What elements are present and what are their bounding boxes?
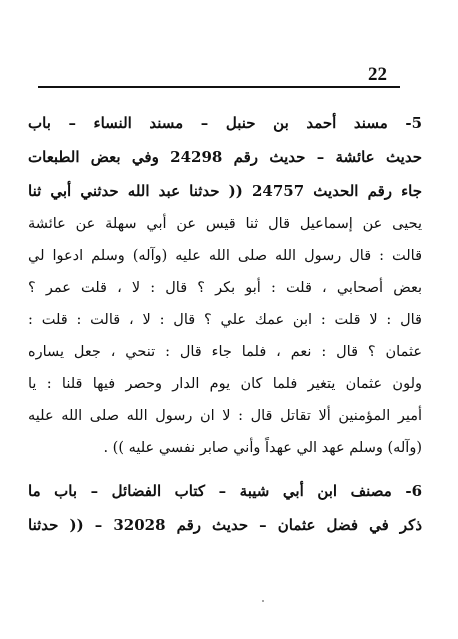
entry-5-line-5: قالت : قال رسول الله صلى الله عليه (وآله) وسلم ادعوا لي xyxy=(28,248,422,264)
header-rule xyxy=(38,86,400,88)
entry-5-line-3: جاء رقم الحديث 24757 (( حدثنا عبد الله حدثني أبي ثنا xyxy=(28,182,422,200)
entry-5-line-9: ولون عثمان يتغير فلما كان يوم الدار وحصر فيها قلنا : يا xyxy=(28,376,422,392)
speck-mark xyxy=(262,600,264,602)
entry-5-line-7: قال : لا قلت : ابن عمك علي ؟ قال : لا ، قالت : قلت : xyxy=(28,312,422,328)
entry-5-line-6: بعض أصحابي ، قلت : أبو بكر ؟ قال : لا ، قلت عمر ؟ xyxy=(28,280,422,296)
entry-6-line-2: ذكر في فضل عثمان – حديث رقم 32028 – (( حدثنا xyxy=(28,516,422,534)
entry-5-line-2: حديث عائشة – حديث رقم 24298 وفي بعض الطبعات xyxy=(28,148,422,166)
entry-5-line-1: 5- مسند أحمد بن حنبل – مسند النساء – باب xyxy=(28,114,422,132)
entry-5-line-10: أمير المؤمنين ألا تقاتل قال : لا ان رسول الله صلى الله عليه xyxy=(28,408,422,424)
entry-5-line-11: (وآله) وسلم عهد الي عهداً وأني صابر نفسي عليه )) . xyxy=(103,440,422,456)
page-number: 22 xyxy=(368,64,387,85)
entry-5-line-8: عثمان ؟ قال : نعم ، فلما جاء قال : تنحي ، جعل يساره xyxy=(28,344,422,360)
entry-5-line-4: يحيى عن إسماعيل قال ثنا قيس عن أبي سهلة عن عائشة xyxy=(28,216,422,232)
entry-6-line-1: 6- مصنف ابن أبي شيبة – كتاب الفضائل – باب ما xyxy=(28,482,422,500)
